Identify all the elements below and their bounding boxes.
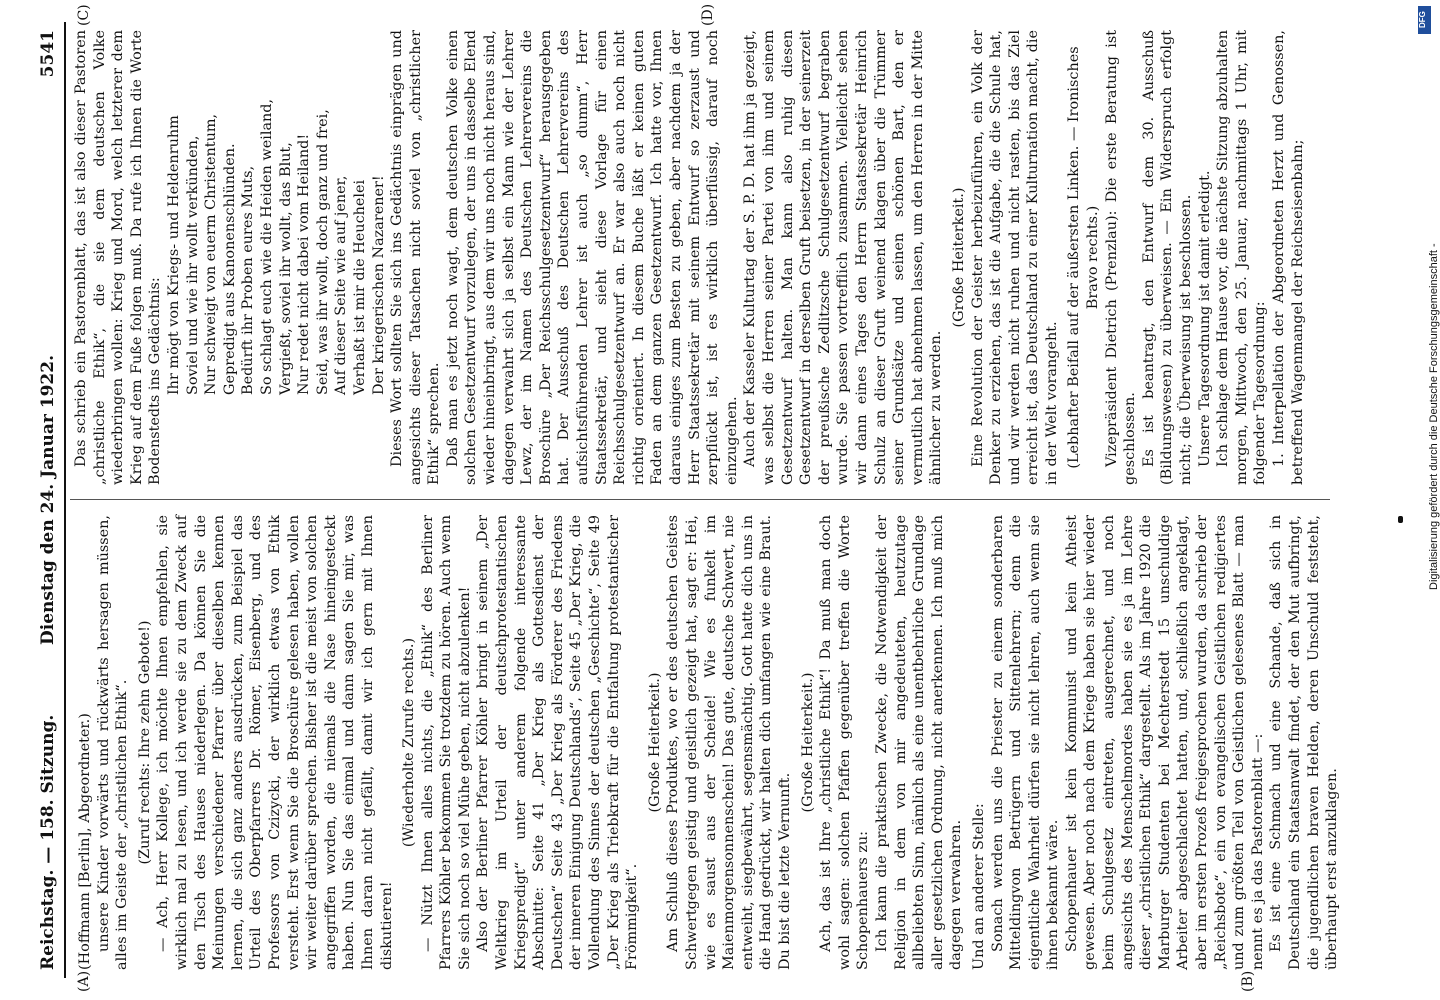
paragraph: Der kriegerischen Nazarener! — [370, 175, 387, 395]
paragraph: Auch der Kasseler Kulturtag der S. P. D. hat ihm ja gezeigt, was selbst die Herren seiner Partei von ihm und seinem Gesetzentwurf halten. Man kann also ruhig diesen Gesetzentwurf in derselben Gruft beisetzen, in der seinerzeit der preußische Zedlitzsche Schulgesetzentwurf begraben wurde. Sie passen vortrefflich zusammen. Vielleicht sehen wir dann eines Tages den Herrn Staatssekretär Heinrich Schulz an dieser Gruft weinend klagen über die Trümmer seiner Grundsätze und seinen schönen Bart, den er vermutlich hat abnehmen lassen, um den Herren in der Mitte ähnlicher zu werden. — [742, 30, 945, 485]
margin-mark-a: (A) — [76, 970, 92, 992]
paragraph: 1. Interpellation der Abgeordneten Herzt und Genossen, betreffend Wagenmangel der Reichseisenbahn; — [1271, 30, 1306, 485]
paragraph: Auf dieser Seite wie auf jener, — [333, 175, 350, 395]
paragraph: Und an anderer Stelle: — [970, 803, 987, 970]
paragraph: Verhaßt ist mir die Heuchelei — [351, 179, 368, 395]
paragraph: (Große Heiterkeit.) — [646, 672, 663, 813]
page-number: 5541 — [38, 30, 58, 78]
right-column — [72, 30, 1330, 485]
paragraph: Es ist beantragt, den Entwurf dem 30. Ausschuß (Bildungswesen) zu überweisen. — Ein Widerspruch erfolgt nicht; die Überweisung ist beschlossen. — [1140, 30, 1195, 485]
paragraph: Nur redet nicht dabei vom Heiland! — [296, 133, 313, 395]
paragraph: Seid, was ihr wollt, doch ganz und frei, — [314, 109, 331, 395]
header-rule — [64, 22, 66, 978]
paragraph: Gepredigt aus Kanonenschlünden. — [221, 143, 238, 395]
paragraph: unsere Kinder vorwärts und rückwärts hersagen müssen, alles im Geiste der „christlichen Ethik“. — [95, 515, 131, 970]
paragraph: (Hoffmann [Berlin], Abgeordneter.) — [77, 713, 93, 970]
paragraph: Das schrieb ein Pastorenblatt, das ist also dieser Pastoren „christliche Ethik“, die sie dem deutschen Volke wiederbringen wollen: Krieg und Mord, welch letzterer dem Krieg auf dem Fuße folgen muß. Da rufe ich Ihnen die Worte Bodenstedts ins Gedächtnis: — [73, 30, 164, 485]
paragraph: Bedürft ihr Proben eures Muts, — [240, 165, 257, 395]
paragraph: (Große Heiterkeit.) — [950, 187, 967, 328]
paragraph: Nur schweigt von euerm Christentum, — [203, 113, 220, 395]
paragraph: Dieses Wort sollten Sie sich ins Gedächtnis einprägen und angesichts dieser Tatsachen nicht soviel von „christlicher Ethik“ sprechen. — [389, 30, 443, 485]
paragraph: Daß man es jetzt noch wagt, dem deutschen Volke einen solchen Gesetzentwurf vorzulegen, der uns in dasselbe Elend wieder hineinbringt, aus dem wir uns noch nicht heraus sind, dagegen verwahrt sich ja selbst ein Mann wie der Lehrer Lewz, der im Namen des Deutschen Lehrervereins die Broschüre „Der Reichsschulgesetzentwurf“ herausgegeben hat. Der Ausschuß des Deutschen Lehrervereins des aufsichtsführenden Lehrer ist auch „so dumm“, Herr Staatssekretär, und sieht diese Vorlage für einen Reichsschulgesetzentwurf an. Er war also auch noch nicht richtig orientiert. In diesem Buche läßt er keinen guten Faden an dem ganzen Gesetzentwurf. Ich hatte vor, Ihnen daraus einiges zum Besten zu geben, aber nachdem ja der Herr Staatssekretär mit seinem Entwurf so zerzaust und zerpflückt ist, ist es wirklich überflüssig, darauf noch einzugehen. — [444, 30, 740, 485]
dfg-logo[interactable]: DFG — [1418, 6, 1431, 34]
paragraph: (Zuruf rechts: Ihre zehn Gebote!) — [136, 620, 153, 865]
paragraph: Am Schluß dieses Produktes, wo er des deutschen Geistes Schwertgegen geistig und geistlich gezeigt hat, sagt er: Hei, wie es saust aus der Scheide! Wie es funkelt im Maienmorgensonnenschein! Das gute, deutsche Schwert, nie entweiht, siegbewährt, segensmächtig. Gott hatte dich uns in die Hand gedrückt, wir halten dich umfangen wie eine Braut. Du bist die letzte Vernunft. — [665, 515, 793, 970]
left-column — [72, 515, 1341, 970]
paragraph: Vizepräsident Dietrich (Prenzlau): Die erste Beratung ist geschlossen. — [1103, 30, 1139, 485]
paragraph: So schlagt euch wie die Heiden weiland, — [258, 98, 275, 395]
paragraph: Soviel und wie ihr wollt verkünden, — [184, 135, 201, 395]
margin-mark-c: (C) — [76, 4, 92, 26]
paragraph: — Ach, Herr Kollege, ich möchte Ihnen empfehlen, sie wirklich mal zu lesen, und ich werde sie zu dem Zweck auf den Tisch des Hauses niederlegen. Da können Sie die Meinungen verschiedener Pfarrer über dieselben kennen lernen, die sich ganz anders ausdrücken, zum Beispiel das Urteil des Oberpfarrers Dr. Römer, Eisenberg, und des Professors von Czizycki, der wirklich etwas von Ethik versteht. Erst wenn Sie die Broschüre gelesen haben, wollen wir weiter darüber sprechen. Bisher ist die meist von solchen angegriffen worden, die niemals die Nase hineingesteckt haben. Nun Sie das einmal und dann sagen Sie mir, was Ihnen daran nicht gefällt, damit wir ich gern mit Ihnen diskutieren! — [155, 515, 395, 970]
paragraph: Ihr mögt von Kriegs- und Heldenruhm — [165, 115, 182, 395]
header-date: Dienstag den 24. Januar 1922. — [38, 355, 58, 645]
paragraph: Es ist eine Schmach und eine Schande, daß sich in Deutschland ein Staatsanwalt findet, der den Mut aufbringt, die jugendlichen braven Helden, deren Unschuld feststeht, überhaupt erst anzuklagen. — [1268, 515, 1341, 970]
page-header — [38, 30, 60, 970]
column-separator — [70, 499, 1330, 500]
paragraph: Ich kann die praktischen Zwecke, die Notwendigkeit der Religion in dem von mir angedeuteten, heutzutage allbeliebten Sinn, nämlich als eine unentbehrliche Grundlage aller gesetzlichen Ordnung, nicht anerkennen. Ich muß mich dagegen verwahren. — [873, 515, 965, 970]
paragraph: — Nützt Ihnen alles nichts, die „Ethik“ des Berliner Pfarrers Köhler bekommen Sie trotzdem zu hören. Auch wenn Sie sich noch so viel Mühe geben, nicht abzulenken! — [419, 515, 473, 970]
paragraph: Ich schlage dem Hause vor, die nächste Sitzung abzuhalten morgen, Mittwoch, den 25. Januar, nachmittags 1 Uhr, mit folgender Tagesordnung: — [1215, 30, 1269, 485]
paragraph: Also der Berliner Pfarrer Köhler bringt in seinem „Der Weltkrieg im Urteil der deutschprotestantischen Kriegspredigt“ unter anderem folgende interessante Abschnitte: Seite 41 „Der Krieg als Gottesdienst der Deutschen“ Seite 43 „Der Krieg als Förderer des Friedens der inneren Einigung Deutschlands“, Seite 45 „Der Krieg, die Vollendung des Sinnes der deutschen „Geschichte“, Seite 49 „Der Krieg als Triebkraft für die Entfaltung protestantischer Frömmigkeit“. — [475, 515, 641, 970]
paragraph: Schopenhauer ist kein Kommunist und kein Atheist gewesen. Aber noch nach dem Kriege haben sie hier wieder beim Schulgesetz eintreten, ausgerechnet, und noch angesichts des Menschelmordes haben sie es ja im Lehre dieser „christlichen Ethik“ dargestellt. Als im Jahre 1920 die Marburger Studenten bei Mechterstedt 15 unschuldige Arbeiter abgeschlachtet hatten, und, schließlich angeklagt, aber im ersten Prozeß freigesprochen wurden, da schrieb der „Reichsbote“, ein von evangelischen Geistlichen redigiertes und zum größten Teil von Geistlichen gelesenes Blatt — man nennt es ja das Pastorenblatt —: — [1063, 515, 1266, 970]
margin-mark-b: (B) — [1240, 970, 1256, 992]
paragraph: Vergießt, soviel ihr wollt, das Blut, — [277, 142, 294, 395]
paragraph: Ach, das ist Ihre „christliche Ethik“! Da muß man doch wohl sagen: solchen Pfaffen gegenüber treffen die Worte Schopenhauers zu: — [818, 515, 872, 970]
paragraph: (Lebhafter Beifall auf der äußersten Linken. — Ironisches Bravo rechts.) — [1066, 46, 1102, 469]
ink-spot — [1398, 516, 1403, 523]
paragraph: (Wiederholte Zurufe rechts.) — [401, 637, 418, 848]
header-session: Reichstag. — 158. Sitzung. — [38, 714, 58, 970]
paragraph: Sonach werden uns die Priester zu einem sonderbaren Mitteldingvon Betrügern und Sittenlehrern; denn die eigentliche Wahrheit dürfen sie nicht lehren, auch wenn sie ihnen bekannt wäre. — [989, 515, 1062, 970]
paragraph: Eine Revolution der Geister herbeizuführen, ein Volk der Denker zu erziehen, das ist die Aufgabe, die die Schule hat, und wir werden nicht ruhen und nicht rasten, bis das Ziel erreicht ist, das Deutschland zu einer Kulturnation macht, die in der Welt vorangeht. — [969, 30, 1060, 485]
paragraph: (Große Heiterkeit.) — [799, 672, 816, 813]
digitization-note: Digitalisierung gefördert durch die Deutsche Forschungsgemeinschaft - — [1428, 243, 1440, 590]
paragraph: Unsere Tagesordnung ist damit erledigt. — [1196, 170, 1213, 467]
margin-mark-d: (D) — [700, 3, 716, 26]
